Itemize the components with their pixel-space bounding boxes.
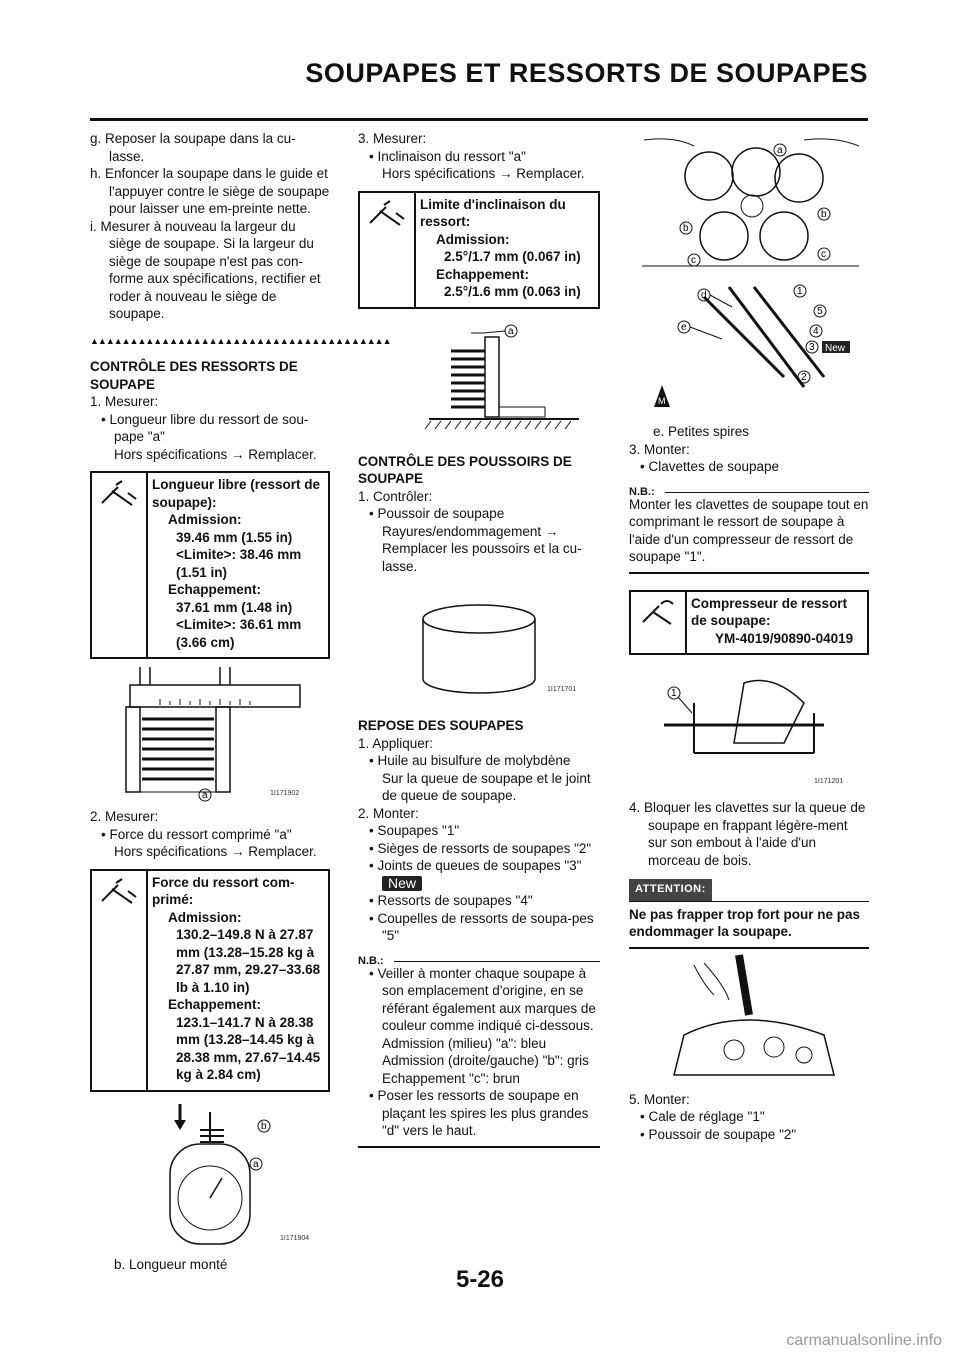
spec-ech-limit: <Limite>: 36.61 mm (3.66 cm) <box>176 617 302 650</box>
step-h: h. Enfoncer la soupape dans le guide et l'appuyer contre le siège de soupape pour laisser une em-preinte nette. <box>90 166 330 216</box>
svg-text:New: New <box>825 343 846 354</box>
nb-item-1: • Veiller à monter chaque soupape à son emplacement d'origine, en se référant également aux marques de couleur comme indiqué ci-dessous. <box>369 965 596 1033</box>
spec-ech-label: Echappement: <box>168 997 262 1012</box>
page-number: 5-26 <box>455 1266 505 1293</box>
nb-label: N.B.: <box>629 484 869 496</box>
spec-box-inclination <box>358 191 600 309</box>
c3-step-4: 4. Bloquer les clavettes sur la queue de soupape en frappant légère-ment sur son embout à l'aide d'un morceau de bois. <box>629 800 866 868</box>
measure-icon <box>92 871 148 1090</box>
attention-text: Ne pas frapper trop fort pour ne pas endommager la soupape. <box>629 906 861 939</box>
step-g: g. Reposer la soupape dans la cu-lasse. <box>90 131 296 164</box>
valve-lifter-figure <box>379 581 579 711</box>
spec-box-compressor <box>629 590 869 656</box>
spec-title: Limite d'inclinaison du ressort: <box>420 196 566 229</box>
attention-label: ATTENTION: <box>629 879 712 901</box>
attention-end-rule <box>629 947 869 949</box>
step-2-item: • Force du ressort comprimé "a" <box>101 826 292 842</box>
nb-item-5: • Poser les ressorts de soupape en plaçant les spires les plus grandes "d" vers le haut. <box>369 1088 589 1138</box>
separator-triangles: ▲▲▲▲▲▲▲▲▲▲▲▲▲▲▲▲▲▲▲▲▲▲▲▲▲▲▲▲▲▲▲▲▲▲▲▲▲▲ <box>90 335 391 346</box>
step-i: i. Mesurer à nouveau la largeur du siège de soupape. Si la largeur du siège de soupape n'est pas con-forme aux spécifications, rectifier et roder à nouveau le siège de soupape. <box>90 218 321 321</box>
section-heading-springs: CONTRÔLE DES RESSORTS DE SOUPAPE <box>90 359 298 392</box>
page-title: SOUPAPES ET RESSORTS DE SOUPAPES <box>305 58 868 88</box>
spec-ech-label: Echappement: <box>168 582 262 597</box>
spec-adm-value: 2.5°/1.7 mm (0.067 in) <box>444 249 581 264</box>
step-1: 1. Mesurer: <box>90 394 159 409</box>
s3-i2: • Sièges de ressorts de soupapes "2" <box>369 840 592 856</box>
step-1-action: Hors spécifications → Remplacer. <box>114 446 317 462</box>
svg-text:1: 1 <box>671 688 677 699</box>
svg-text:a: a <box>777 145 783 156</box>
svg-text:b: b <box>683 223 689 234</box>
title-rule <box>90 118 868 121</box>
spec-ech-value: 123.1–141.7 N à 28.38 mm (13.28–14.45 kg à 28.38 mm, 27.67–14.45 kg à 2.84 cm) <box>176 1014 321 1082</box>
spec-box-free-length <box>90 471 330 659</box>
s3-i1: • Soupapes "1" <box>369 823 460 838</box>
cylinder-head-figure <box>634 136 864 271</box>
c3-step-5-i1: • Cale de réglage "1" <box>640 1109 765 1124</box>
spring-inclination-figure <box>379 317 579 447</box>
s3-step-1: 1. Appliquer: <box>358 735 434 751</box>
c3-step-3: 3. Monter: <box>629 441 690 457</box>
new-part-badge: New <box>382 876 422 891</box>
section-heading-install: REPOSE DES SOUPAPES <box>358 718 524 733</box>
nb-text: Monter les clavettes de soupape tout en comprimant le ressort de soupape à l'aide d'un compresseur de ressort de soupape "1". <box>629 496 869 564</box>
valve-spring-parts-figure <box>634 277 864 417</box>
watermark: carmanualsonline.info <box>786 1332 942 1349</box>
svg-text:a: a <box>508 325 514 337</box>
s3-i3: • Joints de queues de soupapes "3" <box>369 858 582 873</box>
step-3-item: • Inclinaison du ressort "a" <box>369 148 526 164</box>
caliper-figure <box>100 667 320 802</box>
s3-item-1: • Huile au bisulfure de molybdène <box>369 753 571 768</box>
fig1-code: 1I171902 <box>270 790 300 797</box>
spec-adm-label: Admission: <box>436 231 510 247</box>
measure-icon <box>92 473 148 657</box>
c3-step-5-i2: • Poussoir de soupape "2" <box>640 1126 797 1142</box>
attention-header <box>629 879 869 902</box>
spec-ech-label: Echappement: <box>436 266 530 282</box>
s3-i4: • Ressorts de soupapes "4" <box>369 893 533 908</box>
spec-box-compressed-force <box>90 869 330 1092</box>
svg-text:a: a <box>253 1158 259 1170</box>
spec-ech-value: 37.61 mm (1.48 in) <box>176 599 293 615</box>
svg-text:4: 4 <box>813 326 819 337</box>
nb-end-rule <box>358 1146 600 1148</box>
fig3-code: 1I171701 <box>547 686 577 693</box>
spring-scale-figure <box>100 1100 320 1250</box>
spec-value: YM-4019/90890-04019 <box>715 630 854 646</box>
spec-adm-limit: <Limite>: 38.46 mm (1.51 in) <box>176 547 302 580</box>
step-2: 2. Mesurer: <box>90 809 159 824</box>
svg-text:c: c <box>691 255 696 266</box>
svg-text:b: b <box>821 209 827 220</box>
nb-label: N.B.: <box>358 953 600 965</box>
nb-item-3: Admission (droite/gauche) "b": gris <box>382 1053 589 1068</box>
c3-step-3-item: • Clavettes de soupape <box>640 459 780 474</box>
svg-text:M: M <box>658 396 666 406</box>
svg-text:3: 3 <box>809 342 815 353</box>
fig5-code: 1I171201 <box>814 778 844 785</box>
nb-item-2: Admission (milieu) "a": bleu <box>382 1035 547 1051</box>
measure-icon <box>360 193 416 307</box>
spring-compressor-figure <box>634 663 864 793</box>
svg-text:5: 5 <box>817 306 823 317</box>
s2-action: Rayures/endommagement → Remplacer les poussoirs et la cu-lasse. <box>382 523 582 574</box>
svg-text:d: d <box>701 290 707 301</box>
svg-text:a: a <box>202 790 208 801</box>
caption-e: e. Petites spires <box>653 424 750 439</box>
column-2 <box>358 130 600 1148</box>
s3-i5: • Coupelles de ressorts de soupa-pes "5" <box>369 910 594 943</box>
valve-tapping-figure <box>634 955 864 1085</box>
nb-item-4: Echappement "c": brun <box>382 1070 520 1086</box>
svg-text:e: e <box>681 322 687 333</box>
fig2-code: 1I171904 <box>280 1234 310 1242</box>
step-3: 3. Mesurer: <box>358 131 427 146</box>
spec-adm-label: Admission: <box>168 909 242 925</box>
step-3-action: Hors spécifications → Remplacer. <box>382 166 585 181</box>
attention-rule <box>629 901 869 902</box>
svg-text:b: b <box>261 1120 267 1132</box>
spec-ech-value: 2.5°/1.6 mm (0.063 in) <box>444 284 581 299</box>
spec-adm-label: Admission: <box>168 512 242 527</box>
s3-step-2: 2. Monter: <box>358 805 419 821</box>
section-heading-lifters: CONTRÔLE DES POUSSOIRS DE SOUPAPE <box>358 453 572 486</box>
step-1-item: • Longueur libre du ressort de sou-pape "a" <box>101 411 309 444</box>
svg-text:2: 2 <box>801 372 807 383</box>
caption-b: b. Longueur monté <box>114 1256 228 1272</box>
spec-title: Longueur libre (ressort de soupape): <box>152 477 321 510</box>
svg-text:c: c <box>821 249 826 260</box>
s3-item-1-desc: Sur la queue de soupape et le joint de queue de soupape. <box>382 770 591 803</box>
c3-step-5: 5. Monter: <box>629 1091 690 1107</box>
s2-item: • Poussoir de soupape <box>369 506 505 521</box>
column-3 <box>629 130 869 1143</box>
spec-adm-value: 39.46 mm (1.55 in) <box>176 529 293 545</box>
spec-title: Compresseur de ressort de soupape: <box>691 595 848 628</box>
spec-title: Force du ressort com-primé: <box>152 874 295 907</box>
tool-icon <box>631 592 687 654</box>
spec-adm-value: 130.2–149.8 N à 27.87 mm (13.28–15.28 kg à 27.87 mm, 29.27–33.68 lb à 1.10 in) <box>176 927 321 995</box>
s2-step-1: 1. Contrôler: <box>358 488 433 504</box>
step-2-action: Hors spécifications → Remplacer. <box>114 844 317 859</box>
svg-text:1: 1 <box>797 286 803 297</box>
nb-end-rule <box>629 572 869 574</box>
